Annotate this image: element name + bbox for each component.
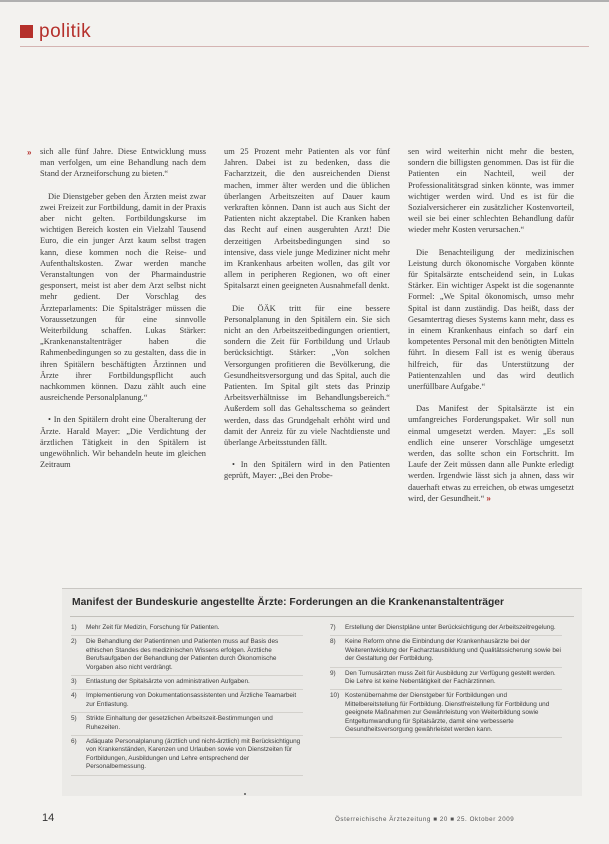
manifest-item-number: 7): [330, 624, 336, 631]
manifest-item-text: Mehr Zeit für Medizin, Forschung für Patienten.: [86, 624, 220, 631]
manifest-item: [71, 713, 303, 736]
section-label: politik: [39, 21, 92, 42]
article-paragraph: Die ÖÄK tritt für eine bessere Personalplanung in den Spitälern ein. Sie sich nicht an den Arbeitszeitbedingungen orientiert, sondern die Zeit für Fortbildung und Urlaub berücksichtigt. Stärker: „Von solchen Versorgungen profitieren die Bevölkerung, die Gesundheitsversorgung und das Spital, auch die Patienten. Im Spital gilt stets das Prinzip Arbeitsverhältnisse im Behandlungsbereich.“ Außerdem soll das Gehaltsschema so geändert werden, dass das Grundgehalt erhöht wird und damit der Anreiz für zu viele Nachtdienste und überlange Arbeitsstunden fällt.: [224, 303, 390, 448]
manifest-item-number: 10): [330, 692, 340, 700]
manifest-column-right: [330, 622, 562, 738]
manifest-divider: [70, 616, 574, 617]
continuation-marker-icon: »: [27, 148, 32, 157]
manifest-item-number: 9): [330, 669, 336, 677]
article-paragraph-text: In den Spitälern droht eine Überalterung der Ärzte. Harald Mayer: „Die Verdichtung der ärztlichen Tätigkeit in den Spitälern ist ungewöhnlich. Wir behandeln heute im gleichen Zeitraum: [40, 415, 206, 470]
manifest-item-number: 1): [71, 624, 77, 631]
article-paragraph: • In den Spitälern droht eine Überalterung der Ärzte. Harald Mayer: „Die Verdichtung der ärztlichen Tätigkeit in den Spitälern ist ungewöhnlich. Wir behandeln heute im gleichen Zeitraum: [40, 415, 206, 470]
manifest-item-text: Implementierung von Dokumentationsassistenten und Ärzliche Teamarbeit zur Entlastung.: [86, 692, 297, 708]
section-header: [20, 22, 91, 41]
manifest-item-text: Keine Reform ohne die Einbindung der Krankenhausärzte bei der Weiterentwicklung der Facharztausbildung und Qualitätssicherung sowie bei der Gestaltung der Fortbildung.: [345, 638, 561, 663]
article-column-2: [224, 146, 390, 493]
manifest-item-number: 5): [71, 715, 77, 723]
article-paragraph: Die Benachteiligung der medizinischen Leistung durch ökonomische Vorgaben könnte für Spitalsärzte entscheidend sein, in Lukas Stärker. Ein wichtiger Aspekt ist die sogenannte Formel: „We Spital ökonomisch, umso mehr Spital ist dann zuständig. Das heißt, dass der Gesamtertrag dieses Systems kann mehr, dass es in einem Krankenhaus einfach so darf ein kompetentes Personal mit den benötigten Mitteln führt. In diesem Fall ist es wenig überaus hilfreich, für das Unterstützung der Patientenzahlen und das wird deutlich unerfüllbare Aufgabe.“: [408, 247, 574, 392]
manifest-title: Manifest der Bundeskurie angestellte Ärzte: Forderungen an die Krankenanstaltenträger: [72, 597, 504, 608]
manifest-item-text: Entlastung der Spitalsärzte von administrativen Aufgaben.: [86, 678, 250, 686]
manifest-item: [71, 676, 303, 690]
top-rule: [0, 0, 609, 2]
manifest-item-text: Strikte Einhaltung der gesetzlichen Arbeitszeit-Bestimmungen und Ruhezeiten.: [86, 715, 273, 731]
manifest-item: [330, 622, 562, 636]
article-paragraph: [408, 403, 574, 504]
manifest-item-number: 6): [71, 738, 77, 746]
manifest-item: [330, 636, 562, 667]
manifest-item: [71, 636, 303, 676]
article-paragraph: um 25 Prozent mehr Patienten als vor fünf Jahren. Dabei ist zu bedenken, dass die Facharztzeit, die den ausreichenden Dienst machen, immer älter werden und die üblichen überlangen Arbeitszeiten auf Dauer kaum verkraften können. Dann ist auch aus Sicht der Patienten nicht akzeptabel. Die Kranken haben das Recht auf einen ausgeruhten Arzt! Die derzeitigen Arbeitsbedingungen sind so intensive, dass viele junge Mediziner nicht mehr im Krankenhaus arbeiten wollen, das gilt vor allem in peripheren Regionen, wo oft einer Spitalsarzt einen geeigneten Ausnahmefall denkt.: [224, 147, 390, 291]
publication-footer: Österreichische Ärztezeitung ■ 20 ■ 25. Oktober 2009: [335, 816, 515, 823]
manifest-item-number: 2): [71, 638, 77, 646]
manifest-item: [71, 690, 303, 713]
manifest-item-number: 8): [330, 638, 336, 646]
manifest-item-number: 4): [71, 692, 77, 700]
manifest-item: [71, 622, 303, 636]
manifest-box: [62, 588, 582, 796]
manifest-column-left: [71, 622, 303, 776]
manifest-item-text: Die Behandlung der Patientinnen und Patienten muss auf Basis des ethischen Standes des medizinischen Wissens erfolgen. Ärztliche Berufsaufgaben der Behandlung der Patienten durch Ökonomische Vorgaben also nicht verdrängt.: [86, 638, 279, 671]
manifest-item-number: 3): [71, 678, 77, 686]
article-column-1: [40, 146, 206, 481]
article-paragraph-text: In den Spitälern wird in den Patienten geprüft, Mayer: „Bei den Probe-: [224, 460, 390, 481]
manifest-item-text: Kostenübernahme der Dienstgeber für Fortbildungen und Mittelbereitstellung für Fortbildung. Dienstfreistellung für Fortbildung und geeignete Maßnahmen zur Gewährleistung von Weiterbildung sowie Entgeltumwandlung für Spitalsärzte, damit eine verbesserte Gesundheitsversorgung gewährleistet werden kann.: [345, 692, 550, 734]
decorative-dot: [244, 793, 246, 795]
article-paragraph-text: Das Manifest der Spitalsärzte ist ein umfangreiches Forderungspaket. Wir soll nun einmal umgesetzt werden. Mayer: „Es soll endlich eine unserer Vorschläge umgesetzt werden, das sollte schon ein Fortschritt. Im Laufe der Zeit müssen dann alle Punkte erledigt werden. Irgendwie lässt sich ja ahnen, dass wir dauerhaft etwas zu erreichen, ob etwas umgesetzt wird, der Gesundheit.“: [408, 404, 574, 503]
article-paragraph: • In den Spitälern wird in den Patienten geprüft, Mayer: „Bei den Probe-: [224, 460, 390, 481]
manifest-item: [71, 736, 303, 776]
manifest-item: [330, 690, 562, 738]
article-end-marker-icon: »: [486, 493, 491, 503]
manifest-item-text: Den Turnusärzten muss Zeit für Ausbildung zur Verfügung gestellt werden. Die Lehre ist keine Nebentätigkeit der Fachärztinnen.: [345, 669, 556, 686]
manifest-item-text: Adäquate Personalplanung (ärztlich und nicht-ärztlich) mit Berücksichtigung von Krankenständen, Karenzen und Urlauben sowie von Dienstzeiten für Fortbildungen, Ausbildungen und Lehre entsprechend der Personalbemessung.: [86, 738, 301, 771]
header-divider: [20, 46, 589, 47]
article-body: [40, 146, 576, 564]
manifest-item: [330, 668, 562, 691]
article-paragraph: Die Dienstgeber geben den Ärzten meist zwar zwei Freizeit zur Fortbildung, damit in der Praxis aber nicht gelten. Fortbildungskurse im wichtigen Bereich kosten ein Vielzahl Tausend Euro, die ein junger Arzt kaum selbst tragen kann, diese kommen noch die Reise- und Aufenthaltskosten. Zwar werden manche Veranstaltungen von der Pharmaindustrie gesponsert, meist ist aber dem Arzt selbst nicht mehr gedient. Der Vorschlag des Ärzteparlaments: Die Spitalsträger müssen die Voraussetzungen für eine sinnvolle Weiterbildung schaffen. Lukas Stärker: „Krankenanstaltenträger haben die Rahmenbedingungen so zu gestalten, dass die in ihren Spitälern beschäftigten Ärztinnen und Ärzte ihrer Fortbildungspflicht auch nachkommen können. Dazu zählt auch eine ausreichende Personalplanung.“: [40, 191, 206, 403]
article-paragraph: sen wird weiterhin nicht mehr die besten, sondern die billigsten genommen. Das ist für die Patienten ein Nachteil, weil der Professionalitätsgrad sinken könnte, was immer wichtiger werden wird. Und es ist für die Sozialversicherer ein zusätzlicher Kostenvorteil, weil sie bei einer schlechten Behandlung dafür wieder mehr Kosten verursachen.“: [408, 147, 574, 235]
article-column-3: [408, 146, 574, 515]
section-marker-square: [20, 25, 33, 38]
article-paragraph: sich alle fünf Jahre. Diese Entwicklung muss man verfolgen, um eine Behandlung nach dem Stand der Arzneiforschung zu bieten.“: [40, 147, 206, 179]
manifest-item-text: Erstellung der Dienstpläne unter Berücksichtigung der Arbeitszeitregelung.: [345, 624, 556, 631]
page-number: 14: [42, 812, 55, 824]
